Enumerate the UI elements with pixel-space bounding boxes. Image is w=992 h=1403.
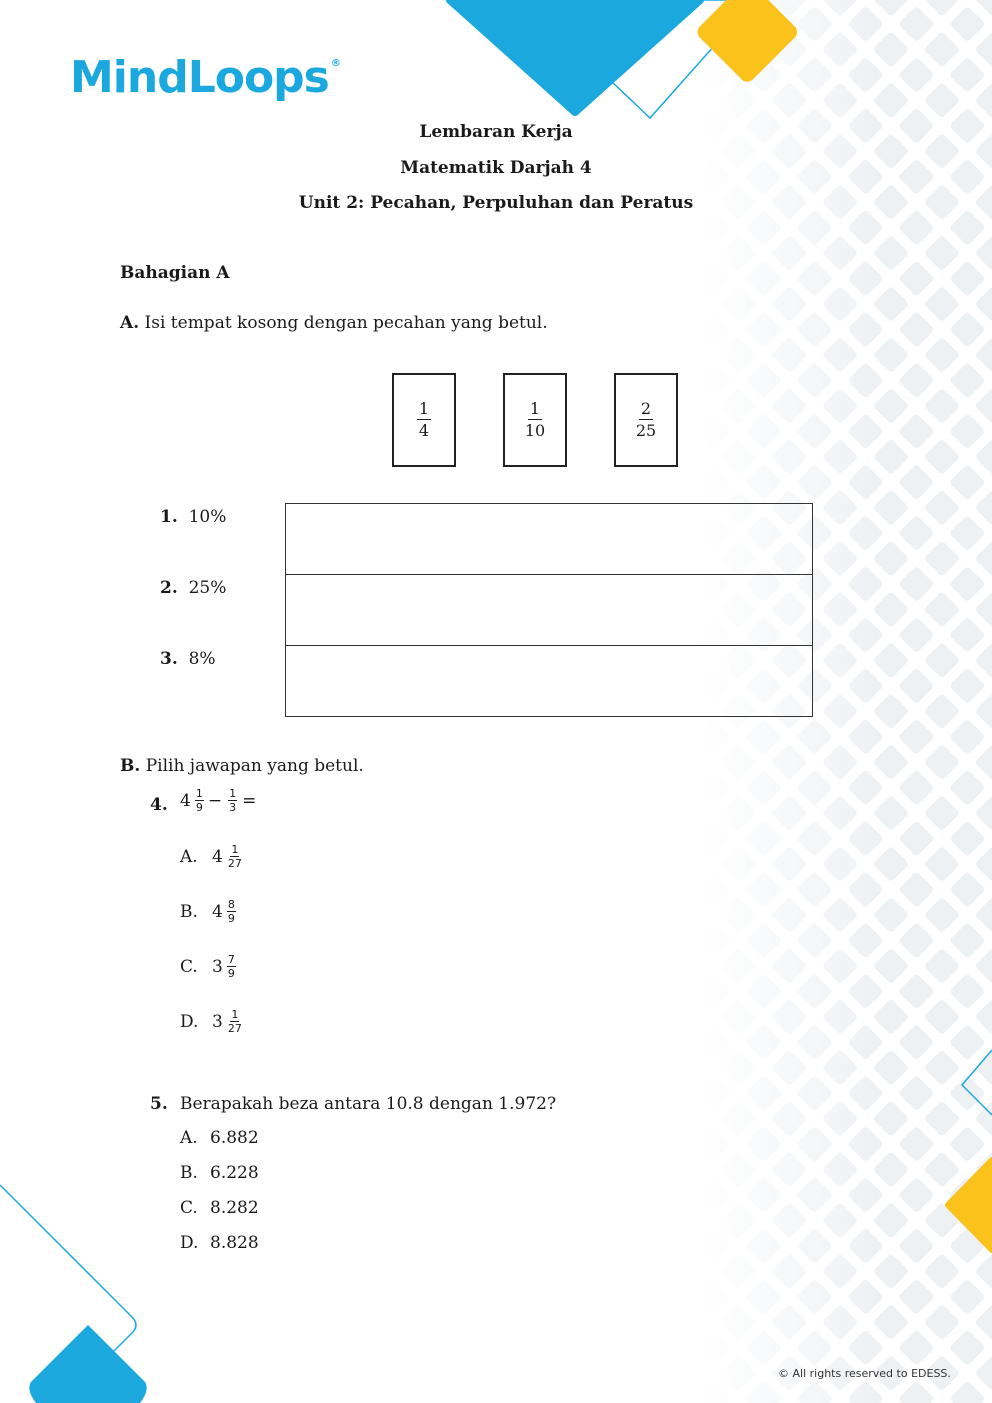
item-text: 10% [188,507,227,527]
option-letter: B. [180,1163,198,1183]
numerator: 1 [231,1008,239,1021]
worksheet-title: Lembaran Kerja [419,122,573,142]
q5-option-c[interactable] [180,1198,259,1218]
numerator: 8 [227,898,235,911]
question-4-expression [180,787,256,814]
whole-number: 4 [212,846,223,867]
part-a-instruction [120,313,548,333]
part-b-text: Pilih jawapan yang betul. [145,756,364,776]
mindloops-logo [70,52,340,103]
denominator: 25 [635,421,657,440]
fraction [228,787,237,814]
worksheet-unit: Unit 2: Pecahan, Perpuluhan dan Peratus [298,193,694,213]
numerator: 7 [227,953,235,966]
whole-number: 4 [180,790,191,811]
item-3 [160,649,216,669]
item-1 [160,507,226,527]
numerator: 1 [231,843,239,856]
denominator: 9 [227,912,235,926]
whole-number: 3 [212,1011,223,1032]
option-letter: D. [180,1011,199,1032]
answer-boxes [285,503,813,717]
q4-option-b[interactable] [180,898,236,925]
numerator: 1 [229,787,237,800]
fraction [417,400,431,441]
fraction [523,400,547,441]
answer-box-3[interactable] [286,646,812,716]
item-text: 25% [188,578,227,598]
question-text: Berapakah beza antara 10.8 dengan 1.972? [180,1094,557,1114]
answer-box-1[interactable] [286,504,812,575]
numerator: 1 [195,787,203,800]
fraction-card-3[interactable] [614,373,678,467]
numerator: 1 [528,400,542,420]
fraction [634,400,658,441]
fraction-card-2[interactable] [503,373,567,467]
option-letter: A. [180,1128,198,1148]
fraction [227,1008,243,1035]
q5-option-a[interactable] [180,1128,259,1148]
section-title: Bahagian A [120,263,230,283]
item-number: 2. [160,578,178,598]
numerator: 2 [639,400,653,420]
option-text: 6.882 [210,1128,259,1148]
copyright-footer: © All rights reserved to EDESS. [778,1367,951,1380]
option-text: 8.828 [210,1233,259,1253]
option-text: 8.282 [210,1198,259,1218]
question-4-number: 4. [150,795,168,815]
answer-box-2[interactable] [286,575,812,646]
denominator: 9 [195,801,203,815]
part-b-instruction [120,756,364,776]
q5-option-b[interactable] [180,1163,259,1183]
item-2 [160,578,226,598]
registered-mark: ® [330,58,340,69]
part-a-label: A. [120,313,140,333]
fraction [227,953,236,980]
option-letter: C. [180,1198,198,1218]
q4-option-d[interactable] [180,1008,243,1035]
fraction-card-1[interactable] [392,373,456,467]
denominator: 10 [524,421,546,440]
equals-sign: = [242,790,257,811]
denominator: 27 [227,857,242,871]
option-letter: D. [180,1233,199,1253]
question-number: 5. [150,1094,168,1114]
item-number: 3. [160,649,178,669]
whole-number: 3 [212,956,223,977]
option-letter: B. [180,901,198,922]
fraction [227,843,243,870]
option-letter: A. [180,846,198,867]
q5-option-d[interactable] [180,1233,259,1253]
option-text: 6.228 [210,1163,259,1183]
part-b-label: B. [120,756,141,776]
worksheet-subject: Matematik Darjah 4 [400,158,592,178]
option-letter: C. [180,956,198,977]
denominator: 3 [229,801,237,815]
denominator: 27 [227,1022,242,1036]
item-text: 8% [188,649,216,669]
minus-sign: − [207,790,223,811]
part-a-text: Isi tempat kosong dengan pecahan yang betul. [144,313,548,333]
logo-text: MindLoops [70,52,329,103]
denominator: 9 [227,967,235,981]
q4-option-c[interactable] [180,953,236,980]
question-5 [150,1094,556,1114]
whole-number: 4 [212,901,223,922]
item-number: 1. [160,507,178,527]
fraction [195,787,204,814]
q4-option-a[interactable] [180,843,243,870]
numerator: 1 [417,400,431,420]
fraction [227,898,236,925]
denominator: 4 [418,421,430,440]
